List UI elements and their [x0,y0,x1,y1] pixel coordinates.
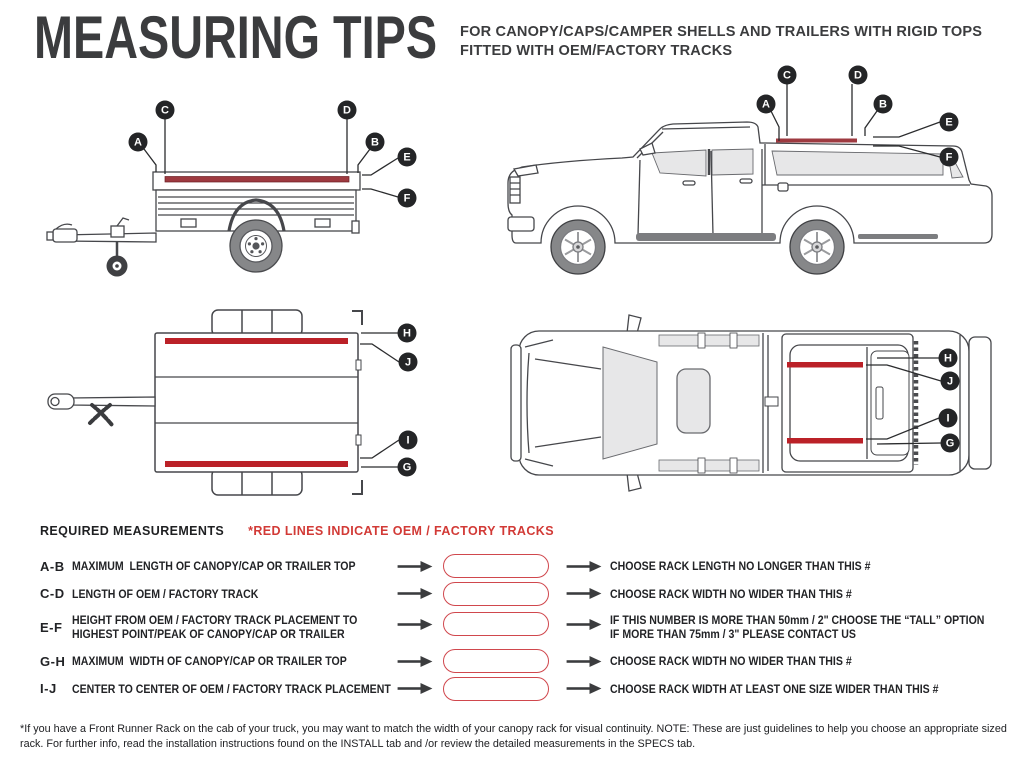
measurement-key: C-D [40,586,65,601]
required-measurements-heading [40,524,554,538]
oem-track-line [787,362,863,368]
measurement-description: HEIGHT FROM OEM / FACTORY TRACK PLACEMENT TO [72,613,358,627]
callout-b: B [874,95,893,114]
oem-track-line [165,461,348,467]
measurement-row-ab [0,552,1024,580]
callout-h: H [398,324,417,343]
measurement-input-gh[interactable] [443,649,549,673]
leader-lines [360,333,399,467]
arrow-right-icon [395,619,440,630]
measurement-guidance: CHOOSE RACK LENGTH NO LONGER THAN THIS # [610,559,871,573]
measurement-row-gh [0,647,1024,675]
arrow-right-icon [395,656,440,667]
measurement-key: I-J [40,681,57,696]
arrow-right-icon [395,588,440,599]
oem-track-line [165,177,349,183]
callout-j: J [941,372,960,391]
arrow-right-icon [553,561,610,572]
callout-b: B [366,133,385,152]
measurements-table [0,552,1024,702]
arrow-right-icon [553,619,610,630]
measurement-description: CENTER TO CENTER OF OEM / FACTORY TRACK PLACEMENT [72,681,391,696]
red-lines-note: *RED LINES INDICATE OEM / FACTORY TRACKS [248,524,554,538]
measurement-guidance: CHOOSE RACK WIDTH AT LEAST ONE SIZE WIDER THAN THIS # [610,681,939,696]
callout-a: A [129,133,148,152]
measurement-row-ef [0,607,1024,647]
callout-h: H [939,349,958,368]
callout-d: D [849,66,868,85]
measurement-description: MAXIMUM WIDTH OF CANOPY/CAP OR TRAILER TOP [72,654,347,668]
callout-j: J [399,353,418,372]
measurement-description-line2: HIGHEST POINT/PEAK OF CANOPY/CAP OR TRAILER [72,627,345,641]
measurement-key: A-B [40,558,65,574]
measurement-row-ij [0,675,1024,702]
page-title: MEASURING TIPS [34,4,438,71]
measurement-row-cd [0,580,1024,607]
arrow-right-icon [553,683,610,694]
callout-d: D [338,101,357,120]
callout-f: F [398,189,417,208]
measurement-guidance: CHOOSE RACK WIDTH NO WIDER THAN THIS # [610,654,852,668]
measurement-key: G-H [40,653,66,669]
callout-c: C [778,66,797,85]
trailer-top-view-drawing [30,305,460,505]
measurement-input-ab[interactable] [443,554,549,578]
callout-c: C [156,101,175,120]
callout-f: F [940,148,959,167]
arrow-right-icon [395,561,440,572]
measurement-guidance: IF THIS NUMBER IS MORE THAN 50mm / 2" CHOOSE THE “TALL” OPTION [610,613,985,627]
oem-track-line [787,438,863,444]
measurements-heading-label: REQUIRED MEASUREMENTS [40,524,225,538]
callout-g: G [398,458,417,477]
callout-e: E [940,113,959,132]
measurement-input-cd[interactable] [443,582,549,606]
oem-track-line [165,338,348,344]
measurement-guidance: CHOOSE RACK WIDTH NO WIDER THAN THIS # [610,586,852,601]
oem-track-line [776,139,857,143]
measurement-input-ij[interactable] [443,677,549,701]
subtitle-line-2: FITTED WITH OEM/FACTORY TRACKS [460,42,733,59]
measurement-key: E-F [40,619,63,635]
measurement-description: LENGTH OF OEM / FACTORY TRACK [72,586,259,601]
callout-g: G [941,434,960,453]
arrow-right-icon [553,588,610,599]
footnote: *If you have a Front Runner Rack on the cab of your truck, you may want to match the width of your canopy rack for visual continuity. NOTE: These are just guidelines to help you choose an appropriate sized rack. For further info, read the installation instructions found on the INSTALL tab and /or review the detailed measurements in the SPECS tab. [20,723,1007,750]
page-subtitle [460,22,998,60]
measurement-guidance-line2: IF MORE THAN 75mm / 3" PLEASE CONTACT US [610,627,856,641]
arrow-right-icon [553,656,610,667]
trailer-side-view-drawing [25,95,460,295]
measurement-description: MAXIMUM LENGTH OF CANOPY/CAP OR TRAILER TOP [72,559,356,573]
truck-top-view-drawing [505,305,1000,505]
truck-side-view-drawing [500,65,1000,300]
subtitle-line-1: FOR CANOPY/CAPS/CAMPER SHELLS AND TRAILERS WITH RIGID TOPS [460,23,983,40]
arrow-right-icon [395,683,440,694]
callout-a: A [757,95,776,114]
measurement-input-ef[interactable] [443,612,549,636]
callout-i: I [939,409,958,428]
callout-i: I [399,431,418,450]
callout-e: E [398,148,417,167]
